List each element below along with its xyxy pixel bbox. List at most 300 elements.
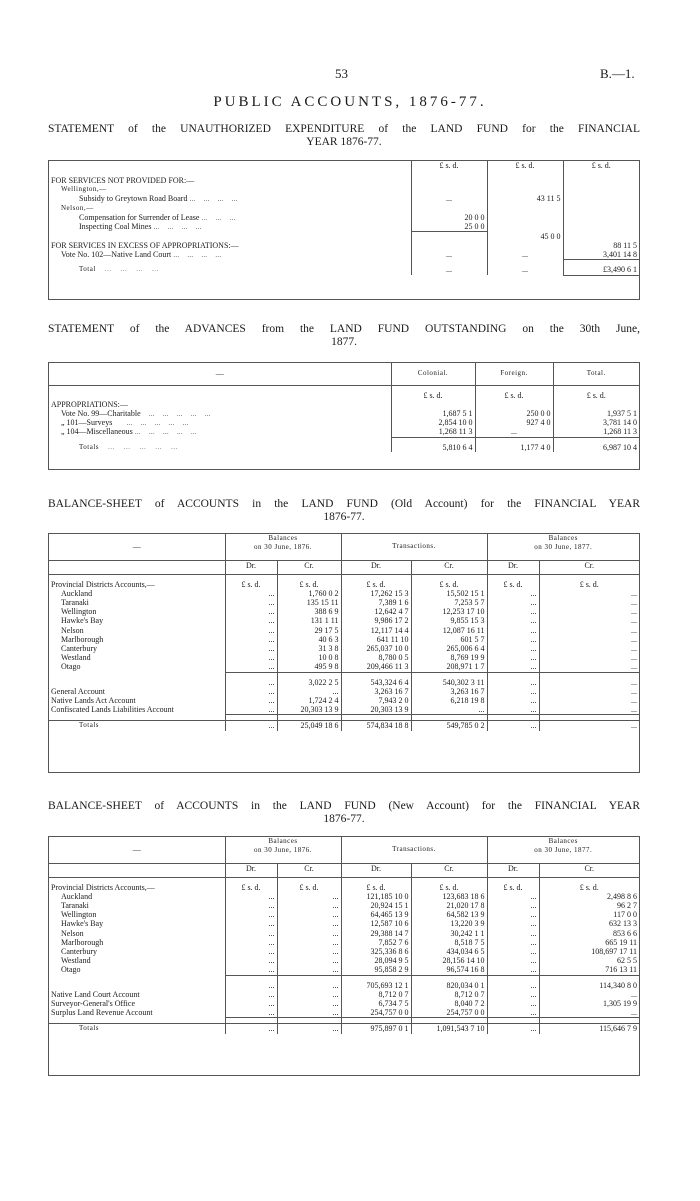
amount-cell: 325,336 8 6 bbox=[341, 947, 411, 956]
amount-cell: 543,324 6 4 bbox=[341, 678, 411, 687]
old-account-caption-line2: 1876-77. bbox=[323, 511, 365, 523]
total-cell: ... bbox=[277, 1024, 341, 1034]
total-cell: 1,937 5 1 bbox=[553, 409, 639, 418]
row-label: Taranaki bbox=[61, 900, 89, 910]
drcr-head: Dr. bbox=[225, 560, 277, 574]
currency-head: £ s. d. bbox=[391, 391, 475, 400]
amount-cell: 208,971 1 7 bbox=[411, 662, 487, 672]
row-label: Canterbury bbox=[61, 946, 97, 956]
totals-label: Totals bbox=[79, 1024, 100, 1033]
amount-cell: ... bbox=[225, 662, 277, 672]
row-label: Surplus Land Revenue Account bbox=[51, 1008, 153, 1018]
table-row bbox=[49, 965, 639, 975]
amount-cell: 8,780 0 5 bbox=[341, 653, 411, 662]
amount-cell: ... bbox=[225, 938, 277, 947]
table-row bbox=[49, 990, 639, 999]
row-label: Taranaki bbox=[61, 597, 89, 607]
colonial-cell: 1,687 5 1 bbox=[391, 409, 475, 418]
row-label: Marlborough bbox=[61, 937, 104, 947]
amount-cell: 601 5 7 bbox=[411, 635, 487, 644]
amount-cell: ... bbox=[225, 965, 277, 975]
amount-cell: 632 13 3 bbox=[539, 919, 639, 928]
totals-label: Totals bbox=[79, 721, 100, 730]
amount-cell: 95,858 2 9 bbox=[341, 965, 411, 975]
total-cell: £3,490 6 1 bbox=[563, 265, 639, 275]
amount-cell: ... bbox=[539, 589, 639, 598]
amount-cell: ... bbox=[225, 589, 277, 598]
currency-head: £ s. d. bbox=[563, 161, 639, 176]
total-cell: 1,268 11 3 bbox=[553, 427, 639, 437]
amount-cell: ... bbox=[277, 947, 341, 956]
amount-cell: ... bbox=[539, 678, 639, 687]
table-row bbox=[49, 892, 639, 901]
amount-cell: ... bbox=[225, 990, 277, 999]
amount-cell: ... bbox=[487, 616, 539, 625]
column-head: Colonial. bbox=[391, 363, 475, 385]
currency-head: £ s. d. bbox=[411, 883, 487, 892]
grand-total: 6,987 10 4 bbox=[553, 443, 639, 452]
row-label: Wellington bbox=[61, 910, 97, 920]
row-label: Auckland bbox=[61, 891, 93, 901]
amount-cell: 1,724 2 4 bbox=[277, 696, 341, 705]
foreign-cell: 250 0 0 bbox=[475, 409, 553, 418]
amount-cell: ... bbox=[225, 653, 277, 662]
amount-cell: ... bbox=[487, 607, 539, 616]
label-cell bbox=[49, 161, 411, 176]
amount-cell: 3,263 16 7 bbox=[411, 687, 487, 696]
amount-cell: ... bbox=[277, 956, 341, 965]
item-label: Inspecting Coal Mines ... ... ... ... bbox=[79, 222, 202, 232]
currency-head: £ s. d. bbox=[225, 580, 277, 589]
total-cell: ... bbox=[487, 721, 539, 731]
amount-cell: ... bbox=[225, 892, 277, 901]
amount-cell: ... bbox=[277, 929, 341, 938]
table-row bbox=[49, 616, 639, 625]
amount-cell: 705,693 12 1 bbox=[341, 981, 411, 990]
amount-cell: 28,094 9 5 bbox=[341, 956, 411, 965]
row-label: Otago bbox=[61, 662, 81, 672]
amount-cell: 20 0 0 bbox=[411, 213, 487, 222]
amount-cell: ... bbox=[487, 653, 539, 662]
amount-cell: 665 19 11 bbox=[539, 938, 639, 947]
amount-cell: ... bbox=[487, 892, 539, 901]
currency-head: £ s. d. bbox=[539, 883, 639, 892]
row-label: Surveyor-General's Office bbox=[51, 998, 135, 1008]
amount-cell: 3,022 2 5 bbox=[277, 678, 341, 687]
amount-cell: 8,518 7 5 bbox=[411, 938, 487, 947]
amount-cell: ... bbox=[277, 981, 341, 990]
amount-cell: 820,034 0 1 bbox=[411, 981, 487, 990]
table-row bbox=[49, 696, 639, 705]
table-row bbox=[49, 947, 639, 956]
unauthorized-caption-line1: STATEMENT of the UNAUTHORIZED EXPENDITURE of the LAND FUND for the FINANCIAL bbox=[48, 123, 640, 135]
amount-cell: ... bbox=[225, 999, 277, 1008]
total-cell: 1,091,543 7 10 bbox=[411, 1024, 487, 1034]
advances-table bbox=[48, 362, 640, 470]
currency-head: £ s. d. bbox=[277, 883, 341, 892]
foreign-total: 1,177 4 0 bbox=[475, 443, 553, 452]
amount-cell: 7,253 5 7 bbox=[411, 598, 487, 607]
amount-cell: ... bbox=[487, 938, 539, 947]
amount-cell: 209,466 11 3 bbox=[341, 662, 411, 672]
amount-cell: ... bbox=[277, 1008, 341, 1018]
table-row bbox=[49, 919, 639, 928]
amount-cell: 64,465 13 9 bbox=[341, 910, 411, 919]
amount-cell: 17,262 15 3 bbox=[341, 589, 411, 598]
amount-cell: ... bbox=[539, 598, 639, 607]
advances-caption-line2: 1877. bbox=[331, 336, 357, 348]
section-heading: Provincial Districts Accounts,— bbox=[51, 579, 155, 589]
amount-cell: ... bbox=[487, 678, 539, 687]
amount-cell: 540,302 3 11 bbox=[411, 678, 487, 687]
table-row bbox=[49, 678, 639, 687]
amount-cell: 434,034 6 5 bbox=[411, 947, 487, 956]
table-row bbox=[49, 607, 639, 616]
total-cell: 975,897 0 1 bbox=[341, 1024, 411, 1034]
drcr-head: Cr. bbox=[411, 863, 487, 877]
amount-cell: ... bbox=[487, 947, 539, 956]
amount-cell: ... bbox=[277, 965, 341, 975]
amount-cell: 9,855 15 3 bbox=[411, 616, 487, 625]
amount-cell: ... bbox=[225, 705, 277, 715]
amount-cell: 265,006 6 4 bbox=[411, 644, 487, 653]
amount-cell: ... bbox=[225, 956, 277, 965]
amount-cell: ... bbox=[487, 965, 539, 975]
amount-cell: ... bbox=[225, 947, 277, 956]
unauthorized-caption bbox=[48, 123, 640, 149]
amount-cell: ... bbox=[225, 598, 277, 607]
subtotal-cell: 45 0 0 bbox=[487, 232, 563, 241]
amount-cell: ... bbox=[539, 662, 639, 672]
row-label: Marlborough bbox=[61, 634, 104, 644]
totals-row bbox=[49, 1024, 639, 1034]
table-row bbox=[49, 626, 639, 635]
amount-cell: 40 6 3 bbox=[277, 635, 341, 644]
amount-cell: ... bbox=[487, 644, 539, 653]
currency-head: £ s. d. bbox=[487, 580, 539, 589]
amount-cell: ... bbox=[277, 892, 341, 901]
amount-cell: ... bbox=[539, 687, 639, 696]
amount-cell: ... bbox=[539, 635, 639, 644]
amount-cell: ... bbox=[487, 635, 539, 644]
table-row bbox=[49, 705, 639, 715]
amount-cell: 28,156 14 10 bbox=[411, 956, 487, 965]
amount-cell: 265,037 10 0 bbox=[341, 644, 411, 653]
amount-cell: 3,263 16 7 bbox=[341, 687, 411, 696]
amount-cell: 15,502 15 1 bbox=[411, 589, 487, 598]
amount-cell: ... bbox=[487, 696, 539, 705]
amount-cell: ... bbox=[539, 990, 639, 999]
amount-cell: ... bbox=[487, 1008, 539, 1018]
amount-cell: 7,943 2 0 bbox=[341, 696, 411, 705]
amount-cell: 31 3 8 bbox=[277, 644, 341, 653]
row-label: Westland bbox=[61, 653, 91, 663]
section-heading: Provincial Districts Accounts,— bbox=[51, 882, 155, 892]
totals-row bbox=[49, 721, 639, 731]
total-cell: ... bbox=[225, 1024, 277, 1034]
dash-head: — bbox=[49, 363, 391, 385]
amount-cell: ... bbox=[487, 981, 539, 990]
drcr-head: Dr. bbox=[341, 863, 411, 877]
amount-cell: ... bbox=[487, 919, 539, 928]
amount-cell: 117 0 0 bbox=[539, 910, 639, 919]
colonial-cell: 1,268 11 3 bbox=[391, 427, 475, 437]
table-row bbox=[49, 910, 639, 919]
amount-cell: ... bbox=[225, 901, 277, 910]
old-account-caption bbox=[48, 498, 640, 524]
amount-cell: ... bbox=[225, 919, 277, 928]
table-row bbox=[49, 644, 639, 653]
amount-cell: ... bbox=[225, 626, 277, 635]
amount-cell: ... bbox=[487, 910, 539, 919]
amount-cell: ... bbox=[487, 705, 539, 715]
amount-cell: 641 11 10 bbox=[341, 635, 411, 644]
total-cell: ... bbox=[539, 721, 639, 731]
row-label: „ 101—Surveys ... ... ... ... ... bbox=[61, 418, 189, 428]
total-cell: 3,781 14 0 bbox=[553, 418, 639, 427]
new-account-table bbox=[48, 836, 640, 1076]
amount-cell: 254,757 0 0 bbox=[341, 1008, 411, 1018]
amount-cell: 20,924 15 1 bbox=[341, 901, 411, 910]
amount-cell: ... bbox=[487, 662, 539, 672]
row-label: „ 104—Miscellaneous ... ... ... ... ... bbox=[61, 427, 197, 437]
amount-cell: ... bbox=[225, 910, 277, 919]
amount-cell: 123,683 18 6 bbox=[411, 892, 487, 901]
amount-cell: ... bbox=[487, 990, 539, 999]
amount-cell: 13,220 3 9 bbox=[411, 919, 487, 928]
amount-cell: 88 11 5 bbox=[563, 241, 639, 250]
amount-cell: 3,401 14 8 bbox=[563, 250, 639, 260]
amount-cell: ... bbox=[225, 696, 277, 705]
drcr-head: Dr. bbox=[225, 863, 277, 877]
amount-cell: ... bbox=[487, 687, 539, 696]
table-row bbox=[49, 687, 639, 696]
row-label: Canterbury bbox=[61, 643, 97, 653]
amount-cell: ... bbox=[225, 644, 277, 653]
amount-cell: 8,712 0 7 bbox=[411, 990, 487, 999]
amount-cell: 8,040 7 2 bbox=[411, 999, 487, 1008]
row-label: Native Land Court Account bbox=[51, 989, 140, 999]
total-cell: 574,834 18 8 bbox=[341, 721, 411, 731]
amount-cell: ... bbox=[487, 626, 539, 635]
amount-cell: 12,117 14 4 bbox=[341, 626, 411, 635]
amount-cell: 21,020 17 8 bbox=[411, 901, 487, 910]
drcr-head: Dr. bbox=[341, 560, 411, 574]
amount-cell: 8,712 0 7 bbox=[341, 990, 411, 999]
transactions-head: Transactions. bbox=[341, 534, 487, 560]
total-cell: 115,646 7 9 bbox=[539, 1024, 639, 1034]
item-label: Subsidy to Greytown Road Board ... ... ... ... bbox=[79, 194, 238, 204]
row-label: Vote No. 99—Charitable ... ... ... ... ... bbox=[61, 408, 211, 418]
item-label: Compensation for Surrender of Lease ... ... ... bbox=[79, 212, 236, 222]
table-row bbox=[49, 901, 639, 910]
currency-head: £ s. d. bbox=[553, 391, 639, 400]
amount-cell: ... bbox=[539, 1008, 639, 1018]
row-label: Nelson bbox=[61, 928, 84, 938]
drcr-head: Dr. bbox=[487, 560, 539, 574]
dash-head: — bbox=[49, 534, 225, 560]
amount-cell: ... bbox=[277, 999, 341, 1008]
amount-cell: 108,697 17 11 bbox=[539, 947, 639, 956]
amount-cell: 62 5 5 bbox=[539, 956, 639, 965]
total-label: Total ... ... ... ... bbox=[79, 265, 159, 274]
balances-1876-head: Balances on 30 June, 1876. bbox=[225, 837, 341, 863]
amount-cell: 131 1 11 bbox=[277, 616, 341, 625]
old-account-caption-line1: BALANCE-SHEET of ACCOUNTS in the LAND FUND (Old Account) for the FINANCIAL YEAR bbox=[48, 498, 640, 510]
amount-cell: ... bbox=[539, 616, 639, 625]
unauthorized-table: £ s. d. £ s. d. £ s. d. FOR SERVICES NOT PROVIDED FOR:— Wellington,— Subsidy to Greytown Road Board ... ... ... ... ... 43 11 5 Nelson,— Compensation for Surrender of Lease ... ... ... 20 0 0 Inspecting Coal Mines ... ... ... ... 25 0 0 45 0 0 FOR SERVICES IN EXCESS OF APPROPRIATIONS:— 88 11 5 Vote No. 102—Native Land Court ... ... ... ... ... ... 3,401 14 8 Total ... ... ... ... ... ... £3,490 6 1 bbox=[48, 160, 640, 300]
table-row bbox=[49, 662, 639, 672]
row-label: Confiscated Lands Liabilities Account bbox=[51, 705, 174, 715]
amount-cell: 30,242 1 1 bbox=[411, 929, 487, 938]
amount-cell: ... bbox=[225, 635, 277, 644]
amount-cell: 12,087 16 11 bbox=[411, 626, 487, 635]
total-cell: ... bbox=[487, 1024, 539, 1034]
amount-cell: ... bbox=[539, 653, 639, 662]
amount-cell: 1,760 0 2 bbox=[277, 589, 341, 598]
balances-1877-head: Balances on 30 June, 1877. bbox=[487, 837, 639, 863]
currency-head: £ s. d. bbox=[539, 580, 639, 589]
amount-cell: ... bbox=[225, 678, 277, 687]
colonial-total: 5,810 6 4 bbox=[391, 443, 475, 452]
drcr-head: Cr. bbox=[277, 560, 341, 574]
amount-cell: ... bbox=[277, 687, 341, 696]
section-heading: FOR SERVICES IN EXCESS OF APPROPRIATIONS:— bbox=[51, 240, 239, 250]
document-reference: B.—1. bbox=[600, 66, 635, 81]
amount-cell: 121,185 10 0 bbox=[341, 892, 411, 901]
amount-cell: ... bbox=[487, 901, 539, 910]
amount-cell: 495 9 8 bbox=[277, 662, 341, 672]
amount-cell: ... bbox=[539, 607, 639, 616]
amount-cell: 12,253 17 10 bbox=[411, 607, 487, 616]
amount-cell: 20,303 13 9 bbox=[341, 705, 411, 715]
amount-cell: 10 0 8 bbox=[277, 653, 341, 662]
row-label: General Account bbox=[51, 686, 105, 696]
amount-cell: 254,757 0 0 bbox=[411, 1008, 487, 1018]
advances-caption-line1: STATEMENT of the ADVANCES from the LAND FUND OUTSTANDING on the 30th June, bbox=[48, 323, 640, 335]
drcr-head: Cr. bbox=[539, 863, 639, 877]
new-account-caption-line2: 1876-77. bbox=[323, 813, 365, 825]
column-head: Total. bbox=[553, 363, 639, 385]
advances-caption bbox=[48, 323, 640, 349]
drcr-head: Dr. bbox=[487, 863, 539, 877]
amount-cell: ... bbox=[277, 919, 341, 928]
table-row bbox=[49, 929, 639, 938]
row-label: Wellington bbox=[61, 607, 97, 617]
currency-head: £ s. d. bbox=[277, 580, 341, 589]
row-label: Hawke's Bay bbox=[61, 616, 104, 626]
amount-cell: ... bbox=[487, 999, 539, 1008]
amount-cell: 43 11 5 bbox=[487, 194, 563, 203]
amount-cell: ... bbox=[225, 981, 277, 990]
province-label: Nelson,— bbox=[61, 203, 94, 212]
amount-cell: ... bbox=[487, 589, 539, 598]
item-label: Vote No. 102—Native Land Court ... ... ... ... bbox=[61, 250, 222, 260]
total-cell: ... bbox=[225, 721, 277, 731]
table-row bbox=[49, 938, 639, 947]
new-account-caption bbox=[48, 800, 640, 826]
amount-cell: 853 6 6 bbox=[539, 929, 639, 938]
unauthorized-caption-line2: YEAR 1876-77. bbox=[306, 136, 382, 148]
amount-cell: 96 2 7 bbox=[539, 901, 639, 910]
row-label: Otago bbox=[61, 965, 81, 975]
currency-head: £ s. d. bbox=[487, 883, 539, 892]
row-label: Auckland bbox=[61, 588, 93, 598]
row-label: Nelson bbox=[61, 625, 84, 635]
amount-cell: ... bbox=[539, 696, 639, 705]
table-row bbox=[49, 653, 639, 662]
row-label: Westland bbox=[61, 956, 91, 966]
amount-cell: ... bbox=[539, 644, 639, 653]
balances-1876-head: Balances on 30 June, 1876. bbox=[225, 534, 341, 560]
section-heading: FOR SERVICES NOT PROVIDED FOR:— bbox=[51, 176, 195, 185]
currency-head: £ s. d. bbox=[225, 883, 277, 892]
page-number: 53 bbox=[335, 66, 348, 81]
amount-cell: ... bbox=[225, 929, 277, 938]
amount-cell: ... bbox=[277, 901, 341, 910]
province-label: Wellington,— bbox=[61, 185, 107, 194]
table-row bbox=[49, 956, 639, 965]
transactions-head: Transactions. bbox=[341, 837, 487, 863]
amount-cell: ... bbox=[277, 990, 341, 999]
new-account-caption-line1: BALANCE-SHEET of ACCOUNTS in the LAND FUND (New Account) for the FINANCIAL YEAR bbox=[48, 800, 640, 812]
table-row bbox=[49, 635, 639, 644]
currency-head: £ s. d. bbox=[411, 580, 487, 589]
amount-cell: 6,734 7 5 bbox=[341, 999, 411, 1008]
amount-cell: 12,642 4 7 bbox=[341, 607, 411, 616]
amount-cell: 29 17 5 bbox=[277, 626, 341, 635]
old-account-table bbox=[48, 533, 640, 773]
amount-cell: ... bbox=[487, 956, 539, 965]
amount-cell: ... bbox=[539, 705, 639, 715]
currency-head: £ s. d. bbox=[475, 391, 553, 400]
amount-cell: 7,389 1 6 bbox=[341, 598, 411, 607]
amount-cell: 12,587 10 6 bbox=[341, 919, 411, 928]
amount-cell: 29,388 14 7 bbox=[341, 929, 411, 938]
table-row bbox=[49, 981, 639, 990]
drcr-head: Cr. bbox=[277, 863, 341, 877]
currency-head: £ s. d. bbox=[341, 580, 411, 589]
amount-cell: ... bbox=[411, 705, 487, 715]
foreign-cell: 927 4 0 bbox=[475, 418, 553, 427]
amount-cell: ... bbox=[487, 598, 539, 607]
drcr-head: Cr. bbox=[411, 560, 487, 574]
amount-cell: 716 13 11 bbox=[539, 965, 639, 975]
amount-cell: ... bbox=[277, 910, 341, 919]
currency-head: £ s. d. bbox=[411, 161, 487, 176]
amount-cell: 114,340 8 0 bbox=[539, 981, 639, 990]
amount-cell: ... bbox=[225, 607, 277, 616]
amount-cell: 7,852 7 6 bbox=[341, 938, 411, 947]
amount-cell: 25 0 0 bbox=[411, 222, 487, 232]
column-head: Foreign. bbox=[475, 363, 553, 385]
table-row bbox=[49, 999, 639, 1008]
amount-cell: ... bbox=[225, 1008, 277, 1018]
amount-cell: 9,986 17 2 bbox=[341, 616, 411, 625]
amount-cell: ... bbox=[225, 616, 277, 625]
currency-head: £ s. d. bbox=[487, 161, 563, 176]
amount-cell: 6,218 19 8 bbox=[411, 696, 487, 705]
foreign-cell: ... bbox=[475, 427, 553, 437]
drcr-head: Cr. bbox=[539, 560, 639, 574]
amount-cell: 135 15 11 bbox=[277, 598, 341, 607]
amount-cell: 96,574 16 8 bbox=[411, 965, 487, 975]
total-cell: 25,049 18 6 bbox=[277, 721, 341, 731]
amount-cell: ... bbox=[539, 626, 639, 635]
amount-cell: 64,582 13 9 bbox=[411, 910, 487, 919]
dash-head: — bbox=[49, 837, 225, 863]
row-label: Hawke's Bay bbox=[61, 919, 104, 929]
